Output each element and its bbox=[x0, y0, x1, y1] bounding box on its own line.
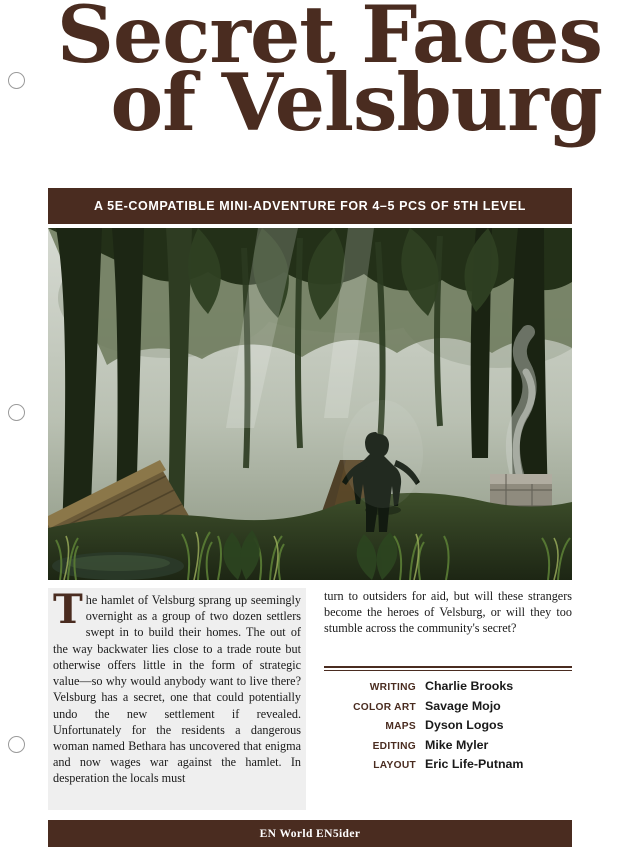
credit-role: MAPS bbox=[385, 721, 416, 733]
credits-block bbox=[324, 666, 572, 776]
credit-role: EDITING bbox=[372, 740, 416, 752]
credit-role: COLOR ART bbox=[353, 701, 416, 713]
credits-divider-thick bbox=[324, 666, 572, 668]
body-column-left bbox=[48, 588, 306, 810]
body-column-right bbox=[324, 588, 572, 810]
punch-hole-icon bbox=[8, 404, 25, 421]
credit-name: Savage Mojo bbox=[425, 698, 501, 713]
credit-name: Dyson Logos bbox=[425, 718, 504, 733]
credit-row bbox=[324, 678, 572, 695]
credit-row bbox=[324, 756, 572, 773]
title-line-1: Secret Faces bbox=[56, 0, 602, 81]
cover-illustration bbox=[48, 228, 572, 580]
body-text-right: turn to outsiders for aid, but will these strangers become the heroes of Velsburg, or will they too stumble across the community's secret? bbox=[324, 589, 572, 636]
punch-hole-icon bbox=[8, 736, 25, 753]
credit-role: LAYOUT bbox=[373, 760, 416, 772]
article-body bbox=[48, 588, 572, 810]
credit-row bbox=[324, 717, 572, 734]
page-footer bbox=[48, 820, 572, 847]
credit-name: Charlie Brooks bbox=[425, 679, 514, 693]
punch-hole-icon bbox=[8, 72, 25, 89]
subtitle-banner bbox=[48, 188, 572, 224]
subtitle-text: A 5E-COMPATIBLE MINI-ADVENTURE FOR 4–5 PCS OF 5TH LEVEL bbox=[93, 199, 527, 213]
credit-name: Mike Myler bbox=[425, 737, 489, 752]
credit-role: WRITING bbox=[369, 682, 416, 693]
drop-cap: T bbox=[53, 586, 83, 633]
page-title bbox=[42, 0, 602, 150]
credit-name: Eric Life-Putnam bbox=[425, 757, 524, 772]
credit-row bbox=[324, 698, 572, 715]
footer-text: EN World EN5ider bbox=[259, 827, 361, 840]
illustration-svg bbox=[48, 228, 572, 580]
credit-row bbox=[324, 737, 572, 754]
title-line-2: of Velsburg bbox=[110, 56, 602, 150]
credits-divider-thin bbox=[324, 670, 572, 671]
body-text-left: he hamlet of Velsburg sprang up seemingly overnight as a group of two dozen settlers swept in to build their homes. The out of the way backwater lies close to a trade route but otherwise offers little in the form of strategic value—so why would anybody want to live there? Velsburg has a secret, one that could potentially undo the new settlement if revealed. Unfortunately for the residents a dangerous woman named Bethara has uncovered that enigma and now wages war against the hamlet. In desperation the locals must bbox=[53, 593, 301, 786]
